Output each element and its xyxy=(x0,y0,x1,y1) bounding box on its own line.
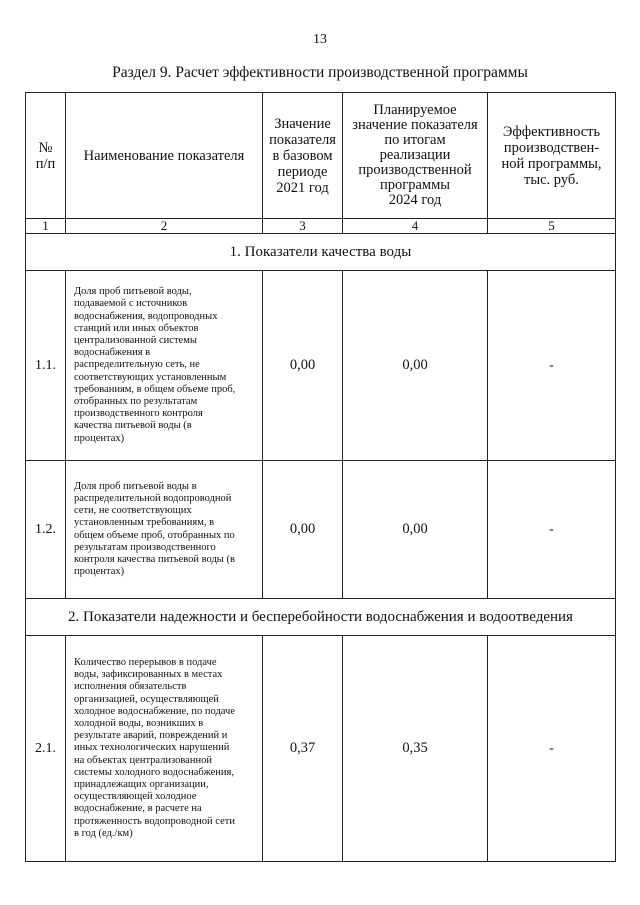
table-row xyxy=(26,461,616,599)
planned-value: 0,00 xyxy=(343,271,488,461)
column-number: 4 xyxy=(343,219,488,234)
indicator-name: Доля проб питьевой воды, подаваемой с источников водоснабжения, водопроводных станций или иных объектов централизованной системы водоснабжения в распределительную сеть, не соответствующих установленным требованиям, в общем объеме проб, отобранных по результатам производственного контроля качества питьевой воды (в процентах) xyxy=(66,271,263,461)
table-row xyxy=(26,271,616,461)
base-value: 0,00 xyxy=(263,271,343,461)
section-row xyxy=(26,599,616,636)
column-number-row xyxy=(26,219,616,234)
base-value: 0,37 xyxy=(263,636,343,862)
header-efficiency: Эффективность производствен- ной программы, тыс. руб. xyxy=(488,93,616,219)
header-base-value: Значение показателя в базовом периоде 2021 год xyxy=(263,93,343,219)
indicator-name: Доля проб питьевой воды в распределительной водопроводной сети, не соответствующих установленным требованиям, в общем объеме проб, отобранных по результатам производственного контроля качества питьевой воды (в процентах) xyxy=(66,461,263,599)
header-indicator-name: Наименование показателя xyxy=(66,93,263,219)
section-heading: 2. Показатели надежности и бесперебойности водоснабжения и водоотведения xyxy=(26,599,616,636)
section-row xyxy=(26,234,616,271)
column-number: 1 xyxy=(26,219,66,234)
header-planned-value: Планируемое значение показателя по итогам реализации производственной программы 2024 год xyxy=(343,93,488,219)
efficiency-value: - xyxy=(488,636,616,862)
row-number: 1.2. xyxy=(26,461,66,599)
column-number: 2 xyxy=(66,219,263,234)
column-number: 3 xyxy=(263,219,343,234)
section-title: Раздел 9. Расчет эффективности производственной программы xyxy=(112,64,528,81)
planned-value: 0,35 xyxy=(343,636,488,862)
row-number: 1.1. xyxy=(26,271,66,461)
base-value: 0,00 xyxy=(263,461,343,599)
page-number: 13 xyxy=(313,32,327,47)
header-row xyxy=(26,93,616,219)
section-heading: 1. Показатели качества воды xyxy=(26,234,616,271)
header-number: № п/п xyxy=(26,93,66,219)
column-number: 5 xyxy=(488,219,616,234)
planned-value: 0,00 xyxy=(343,461,488,599)
row-number: 2.1. xyxy=(26,636,66,862)
efficiency-table xyxy=(25,92,616,862)
indicator-name: Количество перерывов в подаче воды, зафиксированных в местах исполнения обязательств организацией, осуществляющей холодное водоснабжение, по подаче холодной воды, возникших в результате аварий, повреждений и иных технологических нарушений на объектах централизованной системы холодного водоснабжения, принадлежащих организации, осуществляющей холодное водоснабжение, в расчете на протяженность водопроводной сети в год (ед./км) xyxy=(66,636,263,862)
efficiency-value: - xyxy=(488,271,616,461)
efficiency-value: - xyxy=(488,461,616,599)
table-row xyxy=(26,636,616,862)
